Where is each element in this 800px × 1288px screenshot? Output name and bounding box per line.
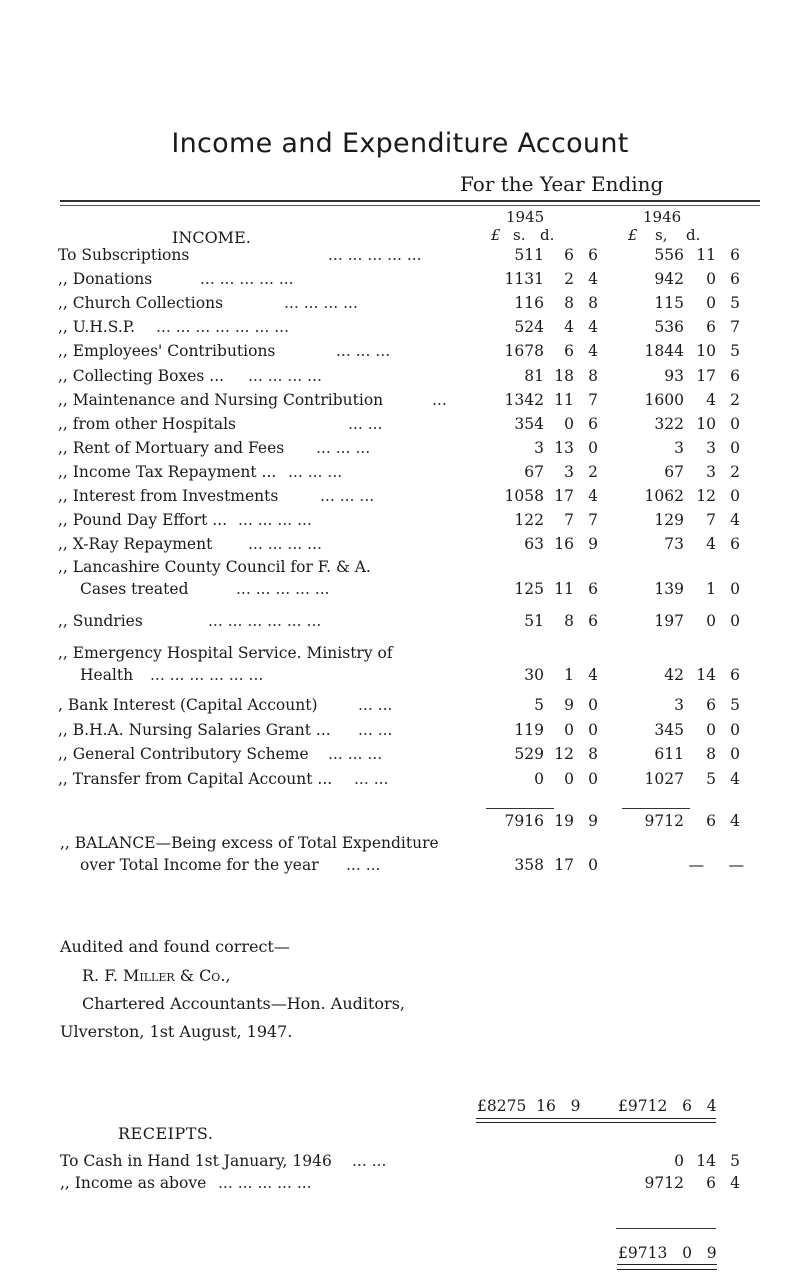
receipt-shillings: 6: [706, 1174, 716, 1192]
amount-1946-pence: 0: [730, 720, 740, 739]
income-row-lancashire-cont: [58, 580, 768, 604]
amount-1945-pounds: 524: [514, 318, 544, 337]
amount-1945-shillings: 1: [564, 666, 574, 684]
balance-row-cont: [58, 856, 768, 880]
amount-1946-pounds: 129: [654, 511, 684, 530]
income-row: [58, 696, 768, 720]
amount-1945-pence: 8: [588, 745, 598, 763]
amount-1945-shillings: 12: [554, 745, 574, 763]
row-label: ,, Church Collections: [58, 294, 224, 313]
amount-1945-pence: 9: [588, 535, 598, 554]
row-label: ,, Emergency Hospital Service. Ministry of: [58, 644, 393, 662]
row-label: ,, Income as above: [60, 1174, 207, 1192]
amount-1946-pounds: 42: [664, 666, 684, 684]
amount-1946-pence: 0: [730, 438, 740, 457]
leader-dots: ... ... ... ...: [248, 535, 322, 554]
grand-total-1946: £9712 6 4: [618, 1097, 717, 1115]
amount-1946-pounds: 67: [664, 462, 684, 481]
shilling-head-1945: s.: [513, 226, 526, 244]
amount-1945-pounds: 81: [524, 366, 544, 385]
subtotal-1945-shillings: 19: [554, 812, 574, 830]
amount-1946-shillings: 6: [706, 696, 716, 714]
amount-1945-pence: 7: [588, 511, 598, 530]
amount-1946-pence: 6: [730, 666, 740, 684]
page-subtitle: For the Year Ending: [460, 172, 664, 196]
amount-1945-shillings: 4: [564, 318, 574, 337]
amount-1945-shillings: 16: [554, 535, 574, 554]
leader-dots: ... ... ... ... ...: [236, 580, 330, 598]
amount-1946-shillings: 17: [696, 366, 716, 385]
receipt-pounds: 0: [674, 1152, 684, 1170]
amount-1945-pounds: 1131: [504, 270, 544, 289]
income-row: [58, 246, 768, 270]
amount-1945-pounds: 1342: [504, 390, 544, 409]
amount-1946-pence: 5: [730, 294, 740, 313]
income-row: [58, 439, 768, 463]
subtotal-1946-pence: 4: [730, 812, 740, 830]
row-label: ,, Employees' Contributions: [58, 342, 276, 361]
amount-1946-pence: 0: [730, 612, 740, 630]
income-row: [58, 391, 768, 415]
row-label: ,, X-Ray Repayment: [58, 535, 213, 554]
amount-1946-pence: 0: [730, 414, 740, 433]
income-row: [58, 463, 768, 487]
amount-1946-pence: 2: [730, 390, 740, 409]
amount-1946-pounds: 345: [654, 720, 684, 739]
amount-1946-pounds: 322: [654, 414, 684, 433]
amount-1946-shillings: 12: [696, 487, 716, 505]
receipt-pounds: 9712: [644, 1174, 684, 1192]
amount-1945-pence: 2: [588, 462, 598, 481]
amount-1945-shillings: 11: [554, 580, 574, 598]
amount-1946-shillings: 10: [696, 342, 716, 361]
leader-dots: ... ... ... ... ... ...: [208, 612, 322, 630]
leader-dots: ... ... ... ...: [284, 294, 358, 313]
amount-1945-shillings: 0: [564, 414, 574, 433]
receipts-heading: RECEIPTS.: [118, 1124, 214, 1143]
balance-1946-dash-1: —: [688, 856, 704, 874]
receipts-total-rule: [616, 1228, 716, 1229]
amount-1946-pounds: 139: [654, 580, 684, 598]
amount-1946-pounds: 1062: [644, 487, 684, 505]
shilling-head-1946: s,: [655, 226, 668, 244]
amount-1946-pence: 0: [730, 487, 740, 505]
amount-1946-pence: 6: [730, 535, 740, 554]
amount-1945-pence: 6: [588, 612, 598, 630]
amount-1945-pence: 0: [588, 696, 598, 714]
amount-1946-pence: 5: [730, 342, 740, 361]
amount-1946-pounds: 3: [674, 696, 684, 714]
income-row: [58, 770, 768, 794]
row-label: ,, Lancashire County Council for F. & A.: [58, 558, 371, 576]
amount-1946-pounds: 611: [654, 745, 684, 763]
amount-1945-shillings: 18: [554, 366, 574, 385]
income-row-sundries: [58, 612, 768, 636]
year-1946: 1946: [643, 208, 682, 226]
leader-dots: ... ...: [348, 414, 383, 433]
pence-head-1945: d.: [540, 226, 555, 244]
amount-1946-shillings: 1: [706, 580, 716, 598]
income-row-emergency: [58, 644, 768, 668]
amount-1945-pounds: 5: [534, 696, 544, 714]
grand-total-1945: £8275 16 9: [477, 1097, 581, 1115]
row-label: To Cash in Hand 1st January, 1946: [60, 1152, 332, 1170]
amount-1946-pounds: 197: [654, 612, 684, 630]
income-row-emergency-cont: [58, 666, 768, 690]
income-row-lancashire: [58, 558, 768, 582]
amount-1945-shillings: 0: [564, 769, 574, 788]
row-label: ,, Rent of Mortuary and Fees: [58, 438, 285, 457]
amount-1946-shillings: 3: [706, 438, 716, 457]
income-row: [58, 745, 768, 769]
income-row: [58, 294, 768, 318]
balance-1945-pounds: 358: [514, 856, 544, 874]
row-label: ,, Sundries: [58, 612, 143, 630]
amount-1945-pence: 7: [588, 390, 598, 409]
leader-dots: ... ...: [358, 696, 393, 714]
amount-1946-shillings: 0: [706, 294, 716, 313]
row-label: ,, B.H.A. Nursing Salaries Grant ...: [58, 720, 331, 739]
row-label: ,, Interest from Investments: [58, 487, 279, 505]
audit-place-date: Ulverston, 1st August, 1947.: [60, 1022, 293, 1041]
amount-1946-pounds: 556: [654, 246, 684, 264]
amount-1945-shillings: 0: [564, 720, 574, 739]
leader-dots: ...: [432, 390, 447, 409]
amount-1946-pence: 6: [730, 246, 740, 264]
balance-label: over Total Income for the year: [80, 856, 319, 874]
leader-dots: ... ... ... ...: [238, 511, 312, 530]
leader-dots: ... ... ...: [320, 487, 375, 505]
amount-1946-shillings: 8: [706, 745, 716, 763]
amount-1946-pence: 5: [730, 696, 740, 714]
amount-1946-pence: 2: [730, 462, 740, 481]
amount-1945-pounds: 511: [514, 246, 544, 264]
subtotal-rule-1945: [486, 808, 554, 809]
amount-1946-pounds: 3: [674, 438, 684, 457]
amount-1946-pence: 4: [730, 769, 740, 788]
receipts-total: £9713 0 9: [618, 1244, 717, 1262]
leader-dots: ... ... ... ...: [248, 366, 322, 385]
year-1945: 1945: [506, 208, 545, 226]
amount-1946-pounds: 93: [664, 366, 684, 385]
leader-dots: ... ... ...: [328, 745, 383, 763]
income-row: [58, 342, 768, 366]
row-label: ,, Collecting Boxes ...: [58, 366, 225, 385]
row-label: To Subscriptions: [58, 246, 190, 264]
income-row: [58, 415, 768, 439]
amount-1945-pence: 4: [588, 318, 598, 337]
header-rule-2: [60, 205, 760, 206]
amount-1946-pounds: 73: [664, 535, 684, 554]
row-label: ,, Maintenance and Nursing Contribution: [58, 390, 384, 409]
amount-1945-pounds: 125: [514, 580, 544, 598]
row-label: Cases treated: [80, 580, 189, 598]
amount-1946-pence: 6: [730, 366, 740, 385]
amount-1945-shillings: 2: [564, 270, 574, 289]
income-row: [58, 270, 768, 294]
amount-1945-pence: 8: [588, 366, 598, 385]
amount-1945-pounds: 122: [514, 511, 544, 530]
amount-1945-pounds: 3: [534, 438, 544, 457]
amount-1945-shillings: 8: [564, 612, 574, 630]
income-row: [58, 318, 768, 342]
subtotal-row: [58, 812, 768, 836]
row-label: , Bank Interest (Capital Account): [58, 696, 318, 714]
row-label: Health: [80, 666, 134, 684]
row-label: ,, from other Hospitals: [58, 414, 237, 433]
leader-dots: ... ...: [352, 1152, 387, 1170]
amount-1945-pence: 4: [588, 270, 598, 289]
amount-1945-pounds: 119: [514, 720, 544, 739]
amount-1946-pence: 4: [730, 511, 740, 530]
row-label: ,, Donations: [58, 270, 153, 289]
receipts-total-double-rule: [617, 1264, 717, 1270]
amount-1946-pence: 6: [730, 270, 740, 289]
leader-dots: ... ...: [354, 769, 389, 788]
income-row: [58, 487, 768, 511]
pound-head-1945: £: [491, 226, 501, 244]
amount-1946-pounds: 1027: [644, 769, 684, 788]
subtotal-rule-1946: [622, 808, 690, 809]
amount-1946-shillings: 5: [706, 769, 716, 788]
leader-dots: ... ... ...: [288, 462, 343, 481]
amount-1945-pounds: 51: [524, 612, 544, 630]
amount-1946-shillings: 4: [706, 535, 716, 554]
amount-1946-pounds: 1844: [644, 342, 684, 361]
amount-1945-pounds: 529: [514, 745, 544, 763]
amount-1946-shillings: 14: [696, 666, 716, 684]
amount-1946-pence: 0: [730, 580, 740, 598]
amount-1945-shillings: 6: [564, 342, 574, 361]
leader-dots: ... ... ... ... ... ... ...: [156, 318, 290, 337]
row-label: ,, Income Tax Repayment ...: [58, 462, 277, 481]
amount-1945-pounds: 67: [524, 462, 544, 481]
pence-head-1946: d.: [686, 226, 701, 244]
amount-1946-shillings: 0: [706, 270, 716, 289]
amount-1945-pence: 4: [588, 342, 598, 361]
income-heading: INCOME.: [172, 228, 251, 247]
income-row: [58, 721, 768, 745]
balance-1945-pence: 0: [588, 856, 598, 874]
amount-1945-pence: 8: [588, 294, 598, 313]
amount-1945-shillings: 6: [564, 246, 574, 264]
amount-1945-shillings: 8: [564, 294, 574, 313]
amount-1946-pence: 0: [730, 745, 740, 763]
income-row: [58, 511, 768, 535]
amount-1945-shillings: 7: [564, 511, 574, 530]
balance-1946-dash-2: —: [728, 856, 744, 874]
subtotal-1946-shillings: 6: [706, 812, 716, 830]
page-title: Income and Expenditure Account: [171, 128, 629, 159]
amount-1946-shillings: 10: [696, 414, 716, 433]
leader-dots: ... ... ... ... ...: [328, 246, 422, 264]
amount-1946-shillings: 6: [706, 318, 716, 337]
amount-1945-pounds: 116: [514, 294, 544, 313]
leader-dots: ... ... ... ... ...: [218, 1174, 312, 1192]
amount-1945-pounds: 354: [514, 414, 544, 433]
amount-1945-pence: 6: [588, 246, 598, 264]
amount-1945-shillings: 3: [564, 462, 574, 481]
amount-1946-pounds: 115: [654, 294, 684, 313]
amount-1945-shillings: 13: [554, 438, 574, 457]
leader-dots: ... ... ... ... ... ...: [150, 666, 264, 684]
amount-1945-pounds: 1678: [504, 342, 544, 361]
receipt-shillings: 14: [696, 1152, 716, 1170]
amount-1945-pence: 0: [588, 720, 598, 739]
row-label: ,, General Contributory Scheme: [58, 745, 309, 763]
total-double-rule: [476, 1118, 716, 1123]
amount-1945-pounds: 1058: [504, 487, 544, 505]
amount-1946-shillings: 7: [706, 511, 716, 530]
leader-dots: ... ...: [358, 720, 393, 739]
amount-1945-pence: 4: [588, 487, 598, 505]
leader-dots: ... ... ... ... ...: [200, 270, 294, 289]
amount-1946-shillings: 0: [706, 720, 716, 739]
receipts-row-income: [60, 1174, 770, 1198]
amount-1945-pence: 0: [588, 438, 598, 457]
amount-1945-pounds: 63: [524, 535, 544, 554]
header-rule: [60, 200, 760, 202]
amount-1945-shillings: 11: [554, 390, 574, 409]
amount-1946-shillings: 3: [706, 462, 716, 481]
amount-1946-pounds: 1600: [644, 390, 684, 409]
amount-1946-shillings: 11: [696, 246, 716, 264]
auditor-title: Chartered Accountants—Hon. Auditors,: [82, 994, 405, 1013]
balance-label: ,, BALANCE—Being excess of Total Expenditure: [60, 834, 439, 852]
leader-dots: ... ...: [346, 856, 381, 874]
amount-1945-pence: 4: [588, 666, 598, 684]
income-row: [58, 535, 768, 559]
subtotal-1946-pounds: 9712: [644, 812, 684, 830]
leader-dots: ... ... ...: [336, 342, 391, 361]
amount-1945-pence: 6: [588, 414, 598, 433]
receipt-pence: 5: [730, 1152, 740, 1170]
amount-1946-pence: 7: [730, 318, 740, 337]
pound-head-1946: £: [628, 226, 638, 244]
amount-1946-pounds: 536: [654, 318, 684, 337]
amount-1946-shillings: 4: [706, 390, 716, 409]
amount-1945-pence: 0: [588, 769, 598, 788]
audit-statement: Audited and found correct—: [60, 937, 290, 956]
row-label: ,, U.H.S.P.: [58, 318, 136, 337]
subtotal-1945-pence: 9: [588, 812, 598, 830]
balance-1945-shillings: 17: [554, 856, 574, 874]
amount-1945-pounds: 30: [524, 666, 544, 684]
subtotal-1945-pounds: 7916: [504, 812, 544, 830]
receipts-row-cash: [60, 1152, 770, 1176]
income-row: [58, 367, 768, 391]
receipt-pence: 4: [730, 1174, 740, 1192]
auditor-name: R. F. Miller & Co.,: [82, 966, 231, 985]
row-label: ,, Pound Day Effort ...: [58, 511, 228, 530]
amount-1946-shillings: 0: [706, 612, 716, 630]
leader-dots: ... ... ...: [316, 438, 371, 457]
amount-1945-shillings: 9: [564, 696, 574, 714]
amount-1945-shillings: 17: [554, 487, 574, 505]
balance-row: [60, 834, 770, 858]
amount-1946-pounds: 942: [654, 270, 684, 289]
amount-1945-pence: 6: [588, 580, 598, 598]
amount-1945-pounds: 0: [534, 769, 544, 788]
row-label: ,, Transfer from Capital Account ...: [58, 769, 333, 788]
